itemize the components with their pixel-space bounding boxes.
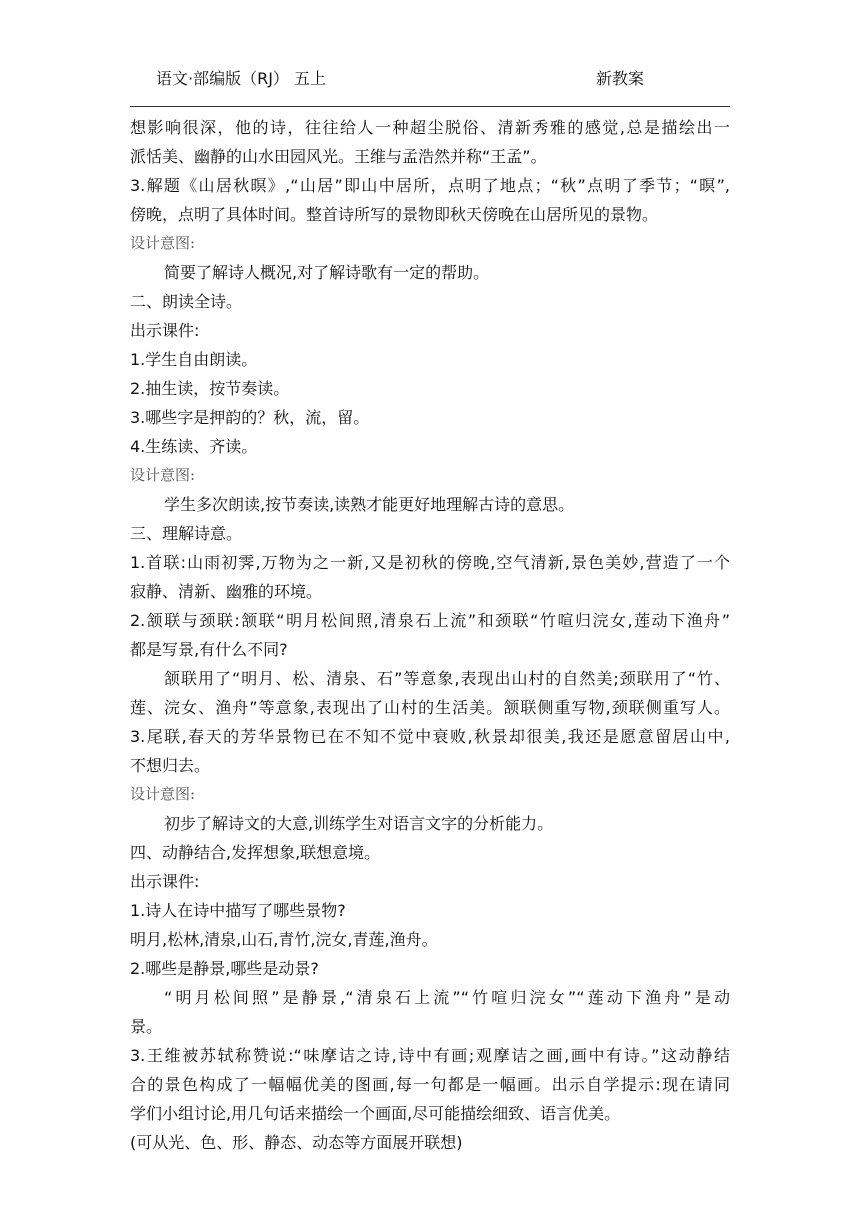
- text-line: 出示课件:: [130, 872, 200, 891]
- list-item: 2.抽生读，按节奏读。: [130, 379, 290, 398]
- header-label: 新教案: [596, 69, 645, 88]
- text-line: 3.王维被苏轼称赞说:“味摩诘之诗,诗中有画;观摩诘之画,画中有诗。”这动静结: [130, 1046, 730, 1065]
- document-body: [130, 113, 730, 1157]
- text-line: (可从光、色、形、静态、动态等方面展开联想): [130, 1133, 463, 1152]
- text-line: 1.首联:山雨初霁,万物为之一新,又是初秋的傍晚,空气清新,景色美妙,营造了一个: [130, 553, 730, 572]
- text-line: 都是写景,有什么不同?: [130, 640, 288, 659]
- text-line: 3.解题《山居秋暝》,“山居”即山中居所，点明了地点；“秋”点明了季节；“暝”,: [130, 176, 730, 195]
- text-line: 2.颔联与颈联:颔联“明月松间照,清泉石上流”和颈联“竹喧归浣女,莲动下渔舟”: [130, 611, 730, 630]
- text-line: “明月松间照”是静景,“清泉石上流”“竹喧归浣女”“莲动下渔舟”是动: [164, 988, 730, 1007]
- text-line: 不想归去。: [130, 756, 211, 775]
- text-line: 初步了解诗文的大意,训练学生对语言文字的分析能力。: [164, 814, 554, 833]
- text-line: 颔联用了“明月、松、清泉、石”等意象,表现出山村的自然美;颈联用了“竹、: [164, 669, 730, 688]
- header-title: 语文·部编版（RJ） 五上: [156, 69, 327, 88]
- text-line: 学生多次朗读,按节奏读,读熟才能更好地理解古诗的意思。: [164, 495, 575, 514]
- design-intent-label: 设计意图:: [130, 466, 196, 484]
- text-line: 景。: [130, 1017, 163, 1036]
- list-item: 2.哪些是静景,哪些是动景?: [130, 959, 319, 978]
- text-line: 明月,松林,清泉,山石,青竹,浣女,青莲,渔舟。: [130, 930, 438, 949]
- text-line: 寂静、清新、幽雅的环境。: [130, 582, 323, 601]
- section-heading: 二、朗读全诗。: [130, 292, 243, 311]
- list-item: 1.学生自由朗读。: [130, 350, 258, 369]
- text-line: 莲、浣女、渔舟”等意象,表现出了山村的生活美。颔联侧重写物,颈联侧重写人。: [130, 698, 730, 717]
- list-item: 4.生练读、齐读。: [130, 437, 258, 456]
- text-line: 傍晚，点明了具体时间。整首诗所写的景物即秋天傍晚在山居所见的景物。: [130, 205, 659, 224]
- text-line: 3.尾联,春天的芳华景物已在不知不觉中衰败,秋景却很美,我还是愿意留居山中,: [130, 727, 730, 746]
- text-line: 出示课件:: [130, 321, 200, 340]
- text-line: 合的景色构成了一幅幅优美的图画,每一句都是一幅画。出示自学提示:现在请同: [130, 1075, 730, 1094]
- section-heading: 三、理解诗意。: [130, 524, 243, 543]
- list-item: 3.哪些字是押韵的？秋，流，留。: [130, 408, 370, 427]
- text-line: 派恬美、幽静的山水田园风光。王维与孟浩然并称“王孟”。: [130, 147, 547, 166]
- design-intent-label: 设计意图:: [130, 785, 196, 803]
- text-line: 想影响很深，他的诗，往往给人一种超尘脱俗、清新秀雅的感觉,总是描绘出一: [130, 118, 730, 137]
- list-item: 1.诗人在诗中描写了哪些景物?: [130, 901, 346, 920]
- page-header: [156, 66, 716, 90]
- text-line: 学们小组讨论,用几句话来描绘一个画面,尽可能描绘细致、语言优美。: [130, 1104, 621, 1123]
- text-line: 简要了解诗人概况,对了解诗歌有一定的帮助。: [164, 263, 490, 282]
- section-heading: 四、动静结合,发挥想象,联想意境。: [130, 843, 381, 862]
- header-divider: [130, 106, 730, 107]
- design-intent-label: 设计意图:: [130, 234, 196, 252]
